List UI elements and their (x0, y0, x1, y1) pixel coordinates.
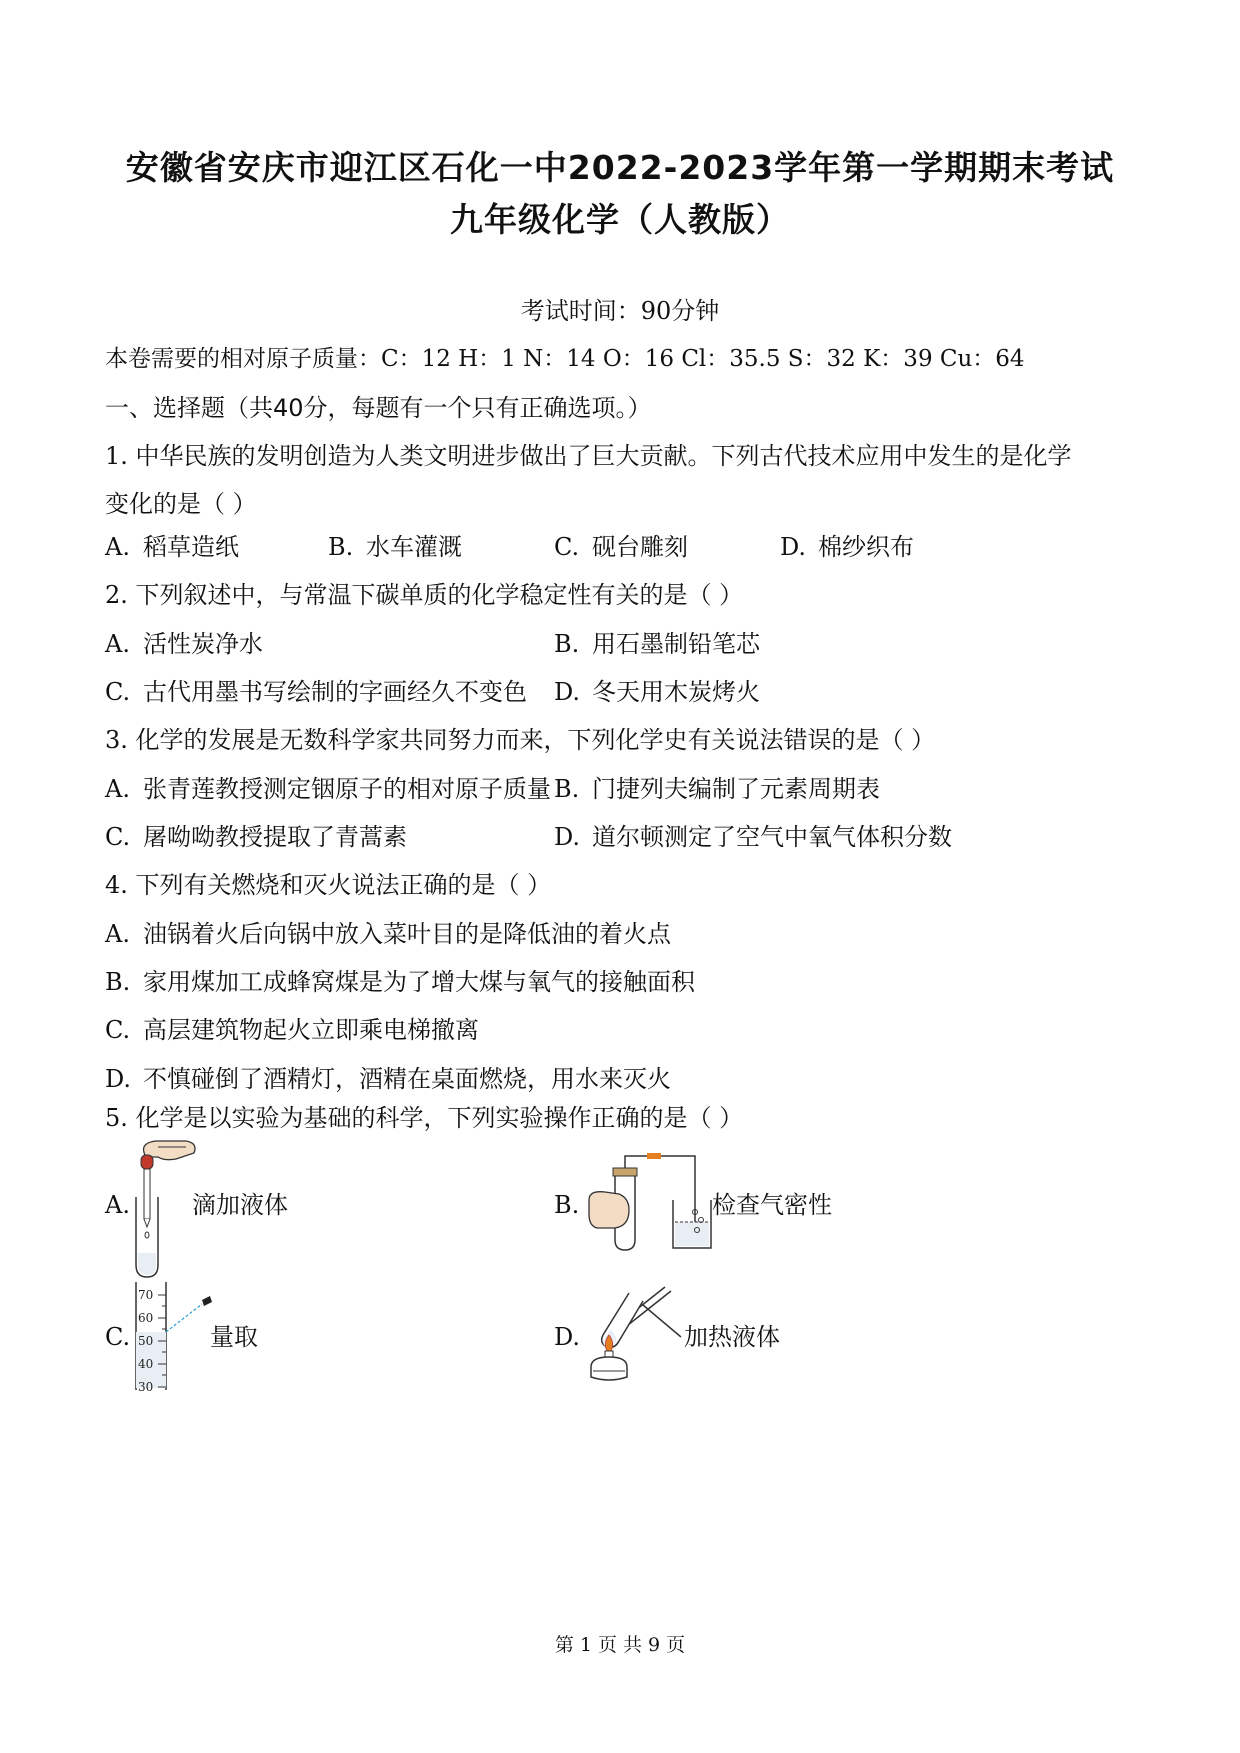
q2-option-d (554, 677, 760, 707)
q3-option-c (105, 822, 407, 852)
heating-liquid-illustration (585, 1285, 685, 1385)
exam-title-line1: 安徽省安庆市迎江区石化一中2022-2023学年第一学期期末考试 (125, 148, 1115, 187)
option-letter: C. (105, 823, 131, 851)
option-letter: B. (328, 533, 354, 561)
option-text: 水车灌溉 (366, 533, 462, 561)
atomic-masses: 本卷需要的相对原子质量：C：12 H：1 N：14 O：16 Cl：35.5 S：32 K：39 Cu：64 (105, 346, 1025, 372)
option-letter: B. (554, 775, 580, 803)
option-letter: C. (105, 678, 131, 706)
q3-option-a (105, 774, 551, 804)
option-text: 活性炭净水 (143, 630, 263, 658)
q1-option-a (105, 532, 239, 562)
question-1-stem-line1: 1. 中华民族的发明创造为人类文明进步做出了巨大贡献。下列古代技术应用中发生的是化学 (105, 442, 1072, 470)
exam-title-line2: 九年级化学（人教版） (450, 200, 790, 239)
option-letter: D. (554, 823, 581, 851)
option-text: 不慎碰倒了酒精灯，酒精在桌面燃烧，用水来灭火 (143, 1065, 671, 1093)
q2-option-b (554, 629, 760, 659)
option-text: 砚台雕刻 (592, 533, 688, 561)
question-5-stem: 5. 化学是以实验为基础的科学，下列实验操作正确的是（ ） (105, 1104, 744, 1132)
q5-option-c-text: 量取 (210, 1323, 258, 1351)
q1-option-d (780, 532, 914, 562)
q1-option-b (328, 532, 462, 562)
option-text: 高层建筑物起火立即乘电梯撤离 (143, 1016, 479, 1044)
q5-option-c-letter: C. (105, 1323, 131, 1351)
q5-option-a-letter: A. (105, 1191, 130, 1219)
q2-option-a (105, 629, 263, 659)
option-letter: B. (105, 968, 131, 996)
question-3-stem: 3. 化学的发展是无数科学家共同努力而来，下列化学史有关说法错误的是（ ） (105, 726, 936, 754)
question-2-stem: 2. 下列叙述中，与常温下碳单质的化学稳定性有关的是（ ） (105, 581, 744, 609)
question-1-stem-line2: 变化的是（ ） (105, 490, 257, 518)
option-letter: B. (554, 630, 580, 658)
option-text: 冬天用木炭烤火 (592, 678, 760, 706)
q4-option-a (105, 919, 671, 949)
q5-option-b-letter: B. (554, 1191, 580, 1219)
cylinder-tick-60: 60 (138, 1311, 154, 1325)
option-letter: A. (105, 920, 130, 948)
q5-option-a-text: 滴加液体 (192, 1191, 288, 1219)
q4-option-b (105, 967, 695, 997)
q4-option-c (105, 1015, 479, 1045)
q2-option-c (105, 677, 527, 707)
option-text: 古代用墨书写绘制的字画经久不变色 (143, 678, 527, 706)
option-letter: C. (105, 1016, 131, 1044)
q1-option-c (554, 532, 688, 562)
airtightness-check-illustration (585, 1150, 715, 1255)
option-letter: A. (105, 630, 130, 658)
q3-option-d (554, 822, 952, 852)
q4-option-d (105, 1064, 671, 1094)
option-letter: C. (554, 533, 580, 561)
option-letter: D. (554, 678, 581, 706)
option-text: 稻草造纸 (143, 533, 239, 561)
option-text: 家用煤加工成蜂窝煤是为了增大煤与氧气的接触面积 (143, 968, 695, 996)
option-text: 棉纱织布 (818, 533, 914, 561)
option-letter: A. (105, 775, 130, 803)
cylinder-tick-70: 70 (138, 1288, 154, 1302)
page-footer: 第 1 页 共 9 页 (554, 1634, 686, 1656)
option-letter: D. (780, 533, 807, 561)
exam-time: 考试时间：90分钟 (520, 297, 720, 325)
q5-option-d-letter: D. (554, 1323, 581, 1351)
section-heading: 一、选择题（共40分，每题有一个只有正确选项。） (105, 394, 652, 422)
cylinder-tick-30: 30 (138, 1380, 154, 1394)
cylinder-tick-50: 50 (138, 1334, 154, 1348)
option-letter: A. (105, 533, 130, 561)
graduated-cylinder-illustration (118, 1280, 218, 1395)
option-text: 屠呦呦教授提取了青蒿素 (143, 823, 407, 851)
question-4-stem: 4. 下列有关燃烧和灭火说法正确的是（ ） (105, 871, 552, 899)
option-text: 道尔顿测定了空气中氧气体积分数 (592, 823, 952, 851)
q3-option-b (554, 774, 880, 804)
option-text: 用石墨制铅笔芯 (592, 630, 760, 658)
option-text: 门捷列夫编制了元素周期表 (592, 775, 880, 803)
option-text: 张青莲教授测定铟原子的相对原子质量 (143, 775, 551, 803)
q5-option-b-text: 检查气密性 (712, 1191, 832, 1219)
option-text: 油锅着火后向锅中放入菜叶目的是降低油的着火点 (143, 920, 671, 948)
cylinder-tick-40: 40 (138, 1357, 154, 1371)
q5-option-d-text: 加热液体 (684, 1323, 780, 1351)
option-letter: D. (105, 1065, 132, 1093)
